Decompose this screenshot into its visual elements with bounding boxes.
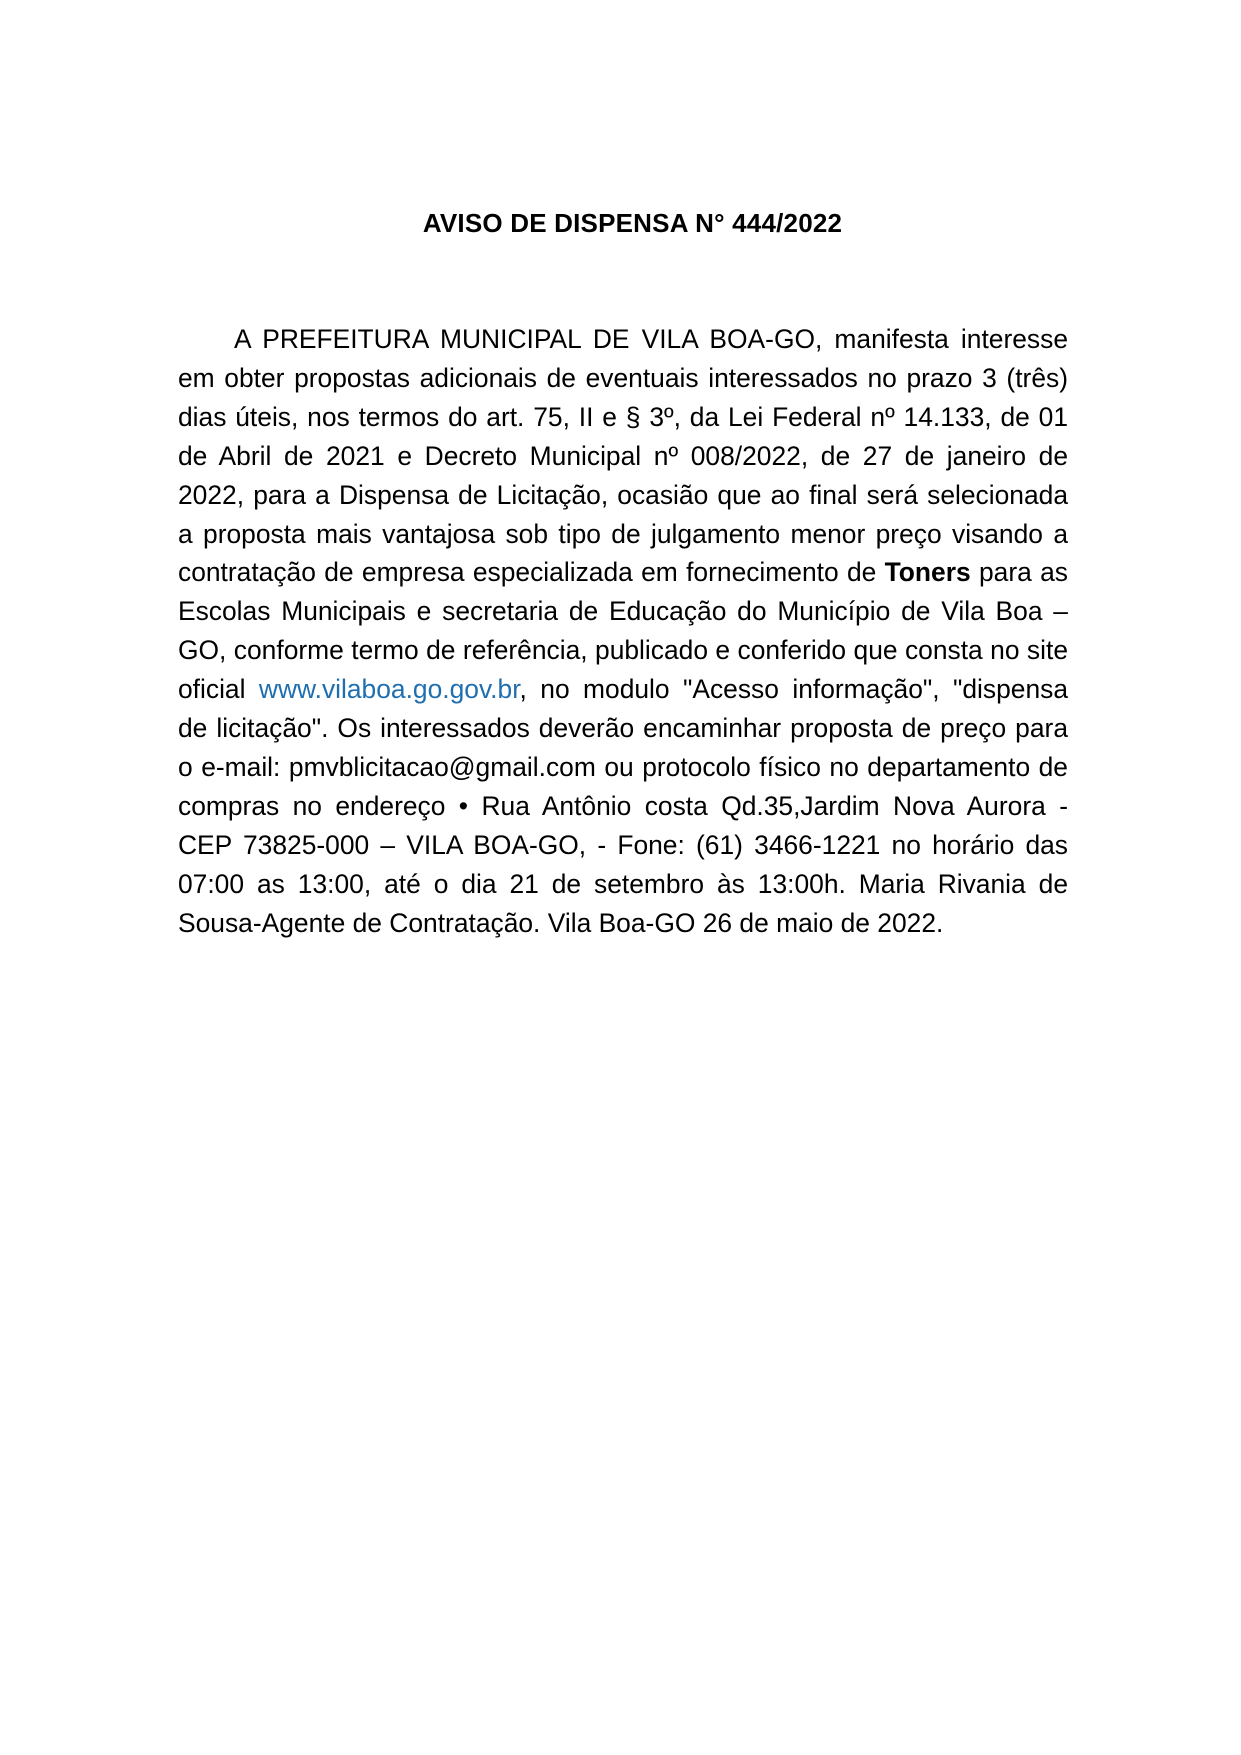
body-text-part-1: A PREFEITURA MUNICIPAL DE VILA BOA-GO, manifesta interesse em obter propostas adicionais de eventuais interessados no prazo 3 (três) dias úteis, nos termos do art. 75, II e § 3º, da Lei Federal nº 14.133, de 01 de Abril de 2021 e Decreto Municipal nº 008/2022, de 27 de janeiro de 2022, para a Dispensa de Licitação, ocasião que ao final será selecionada a proposta mais vantajosa sob tipo de julgamento menor preço visando a contratação de empresa especializada em fornecimento de bbox=[178, 324, 1068, 588]
bold-toners: Toners bbox=[884, 557, 971, 588]
body-text-part-2: para as Escolas Municipais e secretaria de Educação do Município de Vila Boa – GO, conforme termo de referência, publicado e conferido que consta no site oficial bbox=[178, 557, 1068, 705]
body-text-part-3: , no modulo "Acesso informação", "dispensa de licitação". Os interessados deverão encaminhar proposta de preço para o e-mail: pmvblicitacao@gmail.com ou protocolo físico no departamento de compras no endereço • Rua Antônio costa Qd.35,Jardim Nova Aurora - CEP 73825-000 – VILA BOA-GO, - Fone: (61) 3466-1221 no horário das 07:00 as 13:00, até o dia 21 de setembro às 13:00h. Maria Rivania de Sousa-Agente de Contratação. Vila Boa-GO 26 de maio de 2022. bbox=[178, 674, 1068, 938]
website-link[interactable]: www.vilaboa.go.gov.br bbox=[258, 674, 520, 705]
notice-title: AVISO DE DISPENSA N° 444/2022 bbox=[422, 208, 843, 238]
notice-body bbox=[178, 320, 1068, 943]
